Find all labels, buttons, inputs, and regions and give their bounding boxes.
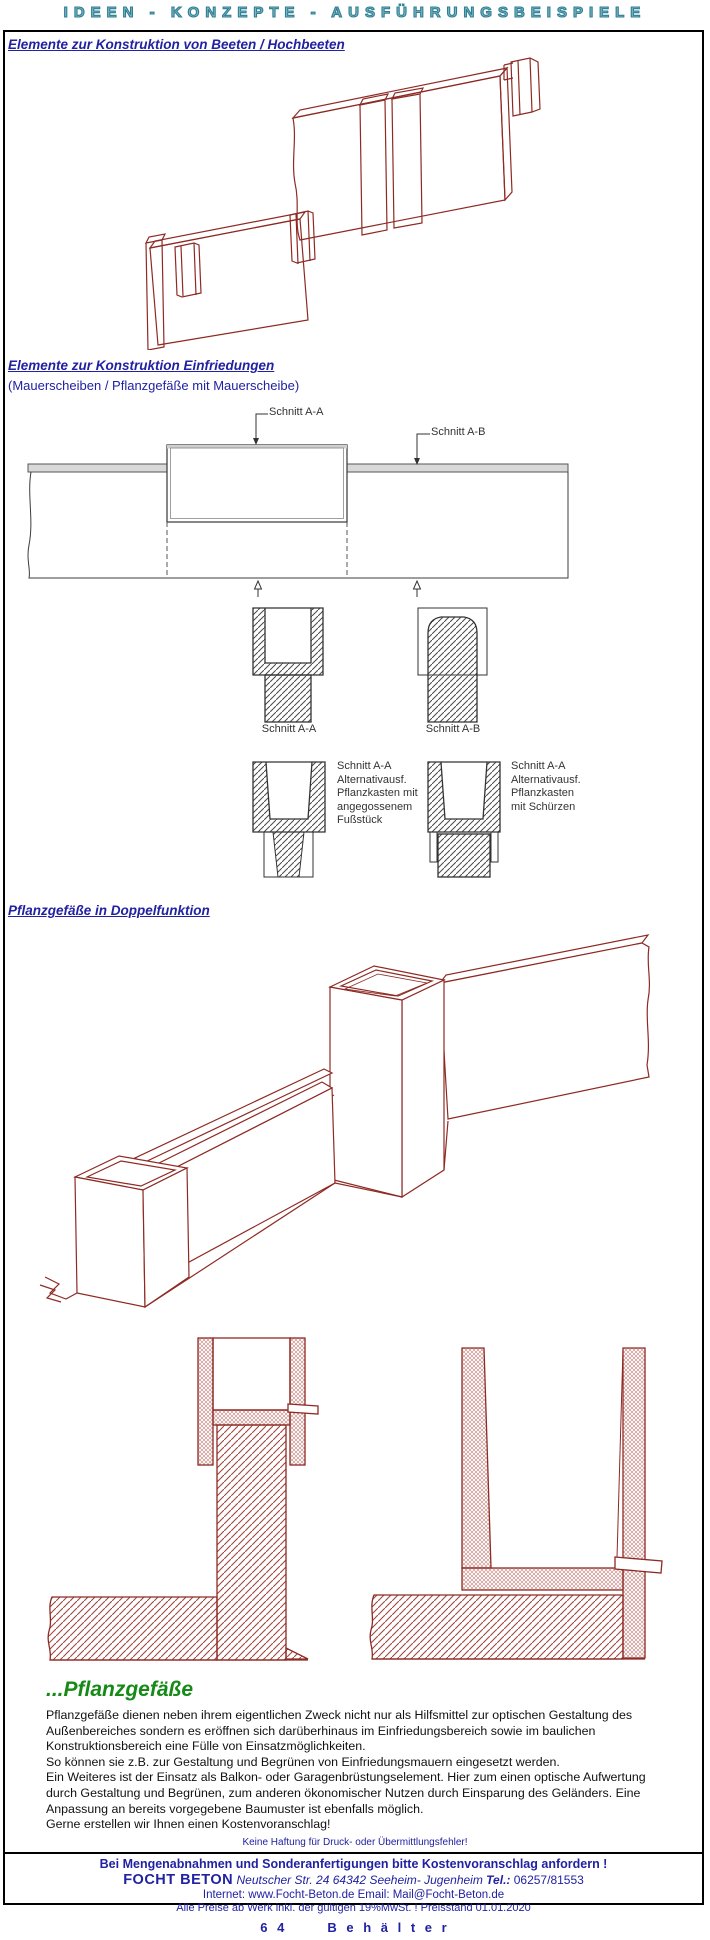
section-heading-hochbeete: Elemente zur Konstruktion von Beeten / Hochbeeten [8,37,345,52]
internet-label: Internet: [202,1889,246,1901]
footer-block [3,1852,704,1914]
page-header-title: IDEEN - KONZEPTE - AUSFÜHRUNGSBEISPIELE [63,4,647,21]
company-address: Neutscher Str. 24 64342 Seeheim- Jugenheim [233,1873,487,1887]
schnitt-ab-caption: Schnitt A-B [425,723,481,735]
schnitt-ab-callout-label: Schnitt A-B [431,426,486,438]
footer-order-note: Bei Mengenabnahmen und Sonderanfertigungen bitte Kostenvoranschlag anfordern ! [99,1857,608,1871]
paragraph: Gerne erstellen wir Ihnen einen Kostenvoranschlag! [46,1817,331,1832]
page-footer [0,1920,710,1935]
schnitt-aa-caption: Schnitt A-A [261,723,317,735]
disclaimer-text: Keine Haftung für Druck- oder Übermittlungsfehler! [242,1837,468,1848]
paragraph: Ein Weiteres ist der Einsatz als Balkon- oder Garagenbrüstungselement. Hier zum einen optische Aufwertung durch Gestaltung und Begrünen, zum anderen ökonomischer Nutzen durch Einsparung des Geländers. Eine Anpassung an bereits vorgegebene Baumuster ist ebenfalls möglich. [46,1770,646,1816]
section-heading-einfriedungen: Elemente zur Konstruktion Einfriedungen [8,358,275,373]
section-subheading-einfriedungen: (Mauerscheiben / Pflanzgefäße mit Mauerscheibe) [8,378,300,393]
section-heading-doppelfunktion: Pflanzgefäße in Doppelfunktion [8,903,210,918]
alt-left-label: Schnitt A-A Alternativausf. Pflanzkasten mit angegossenem Fußstück [337,760,418,826]
tel-label: Tel.: [486,1873,511,1887]
pflanzgefaesse-heading: ...Pflanzgefäße [46,1678,194,1701]
paragraph: Pflanzgefäße dienen neben ihrem eigentlichen Zweck nicht nur als Hilfsmittel zur optischen Gestaltung des Außenbereiches sondern es eröffnen sich darüberhinaus im Einfriedungsbereich sowie im baulichen Konstruktionsbereich eine Fülle von Einsatzmöglichkeiten. [46,1708,633,1754]
doppelfunktion-isometric-drawing [0,925,710,1320]
tel-number: 06257/81553 [510,1873,584,1887]
email-address: Mail@Focht-Beton.de [389,1889,505,1901]
footer-company-line [3,1872,704,1888]
page-number: 6 4 [260,1920,288,1935]
company-logo-text: FOCHT BETON [123,1872,234,1888]
pflanzgefaesse-paragraphs [46,1708,666,1833]
hochbeet-elements-drawing [0,55,710,350]
schnitt-aa-callout-label: Schnitt A-A [269,406,324,418]
email-label: Email: [357,1889,390,1901]
planter-cross-sections-drawing [0,1328,710,1673]
internet-url: www.Focht-Beton.de [245,1889,358,1901]
footer-web-line [3,1889,704,1901]
page-chapter-label: B e h ä l t e r [327,1920,450,1935]
paragraph: So können sie z.B. zur Gestaltung und Begrünen von Einfriedungsmauern eingesetzt werden. [46,1754,560,1769]
footer-prices-line: Alle Preise ab Werk inkl. der gültigen 19%MwSt. ! Preisstand 01.01.2020 [176,1902,531,1914]
alt-right-label: Schnitt A-A Alternativausf. Pflanzkasten mit Schürzen [511,760,581,813]
